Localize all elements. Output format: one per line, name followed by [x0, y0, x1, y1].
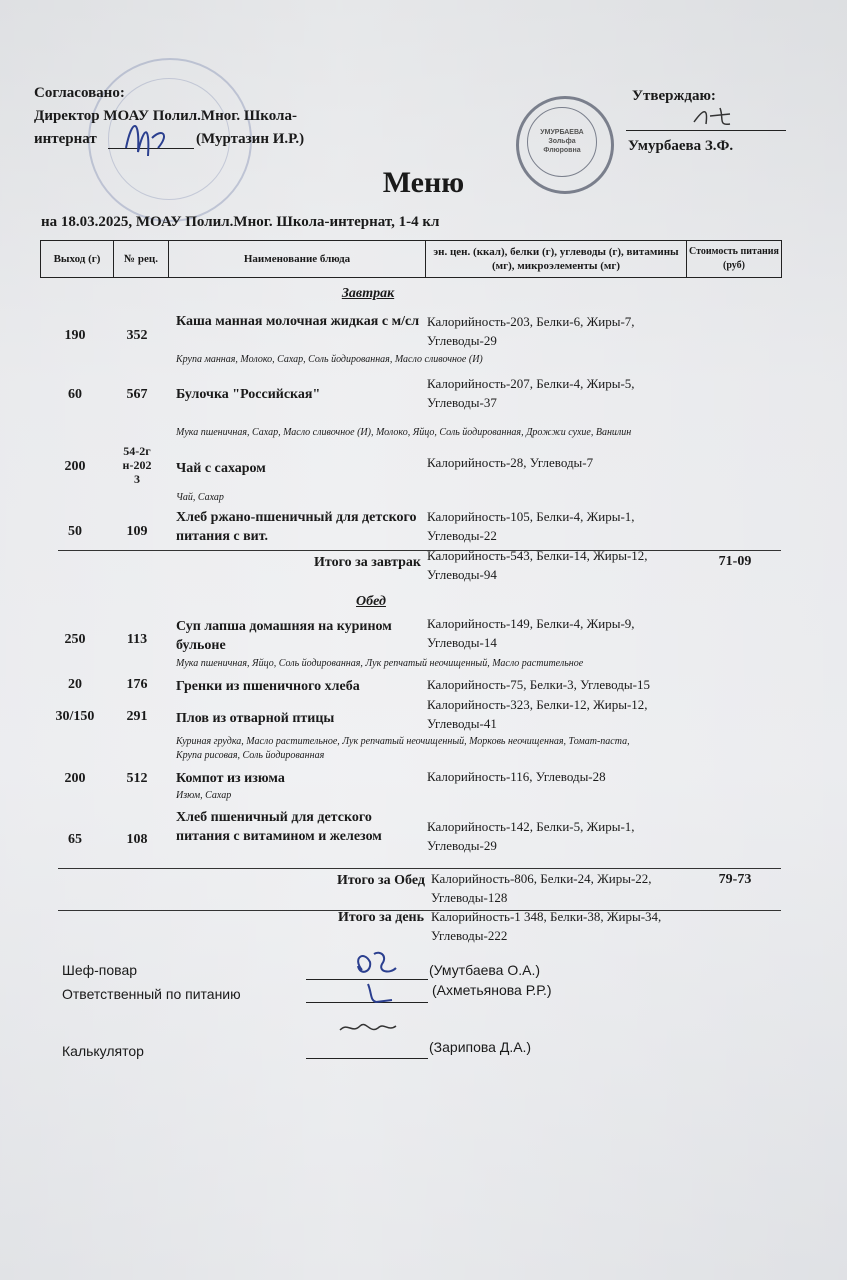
page-title: Меню: [382, 166, 465, 199]
item-nutrition: Калорийность-203, Белки-6, Жиры-7, Углеводы-29: [427, 314, 635, 348]
chef-name: (Умутбаева О.А.): [429, 962, 541, 978]
item-dish-name: Чай с сахаром: [176, 461, 266, 476]
calculator-signature-line: [306, 1058, 428, 1059]
header-nutrition: эн. цен. (ккал), белки (г), углеводы (г), витамины (мг), микроэлементы (мг): [426, 241, 687, 278]
item-output: 65: [68, 832, 82, 847]
item-recipe: 567: [126, 387, 148, 402]
item-recipe: 291: [126, 709, 148, 724]
item-ingredients: Чай, Сахар: [176, 492, 224, 503]
section-breakfast: Завтрак: [341, 286, 395, 301]
item-output: 250: [64, 632, 86, 647]
item-output: 30/150: [55, 709, 95, 724]
item-dish-name: Компот из изюма: [176, 771, 285, 786]
item-recipe: 54-2гн-2023: [122, 444, 152, 484]
stamp-line-3: Флюровна: [543, 147, 581, 154]
item-dish-name: Хлеб ржано-пшеничный для детского питания с вит.: [176, 510, 417, 544]
director-name: (Муртазин И.Р.): [196, 131, 305, 147]
item-nutrition: Калорийность-142, Белки-5, Жиры-1, Углеводы-29: [427, 819, 635, 853]
responsible-role: Ответственный по питанию: [62, 986, 241, 1002]
chef-signature-icon: [344, 948, 408, 980]
item-recipe: 108: [126, 832, 148, 847]
item-dish-name: Хлеб пшеничный для детского питания с витамином и железом: [176, 810, 382, 844]
item-dish-name: Булочка "Российская": [176, 387, 321, 402]
item-recipe: 176: [126, 677, 148, 692]
breakfast-total-label: Итого за завтрак: [314, 555, 421, 570]
item-nutrition: Калорийность-105, Белки-4, Жиры-1, Углеводы-22: [427, 509, 635, 543]
item-ingredients: Куриная грудка, Масло растительное, Лук репчатый неочищенный, Морковь неочищенная, Томат-паста, Крупа рисовая, Соль йодированная: [176, 736, 630, 761]
director-signature-icon: [118, 108, 178, 168]
approval-director-label: Директор МОАУ Полил.Мног. Школа-: [34, 108, 297, 124]
lunch-total-cost: 79-73: [718, 872, 752, 887]
day-total-nutrition: Калорийность-1 348, Белки-38, Жиры-34, Углеводы-222: [431, 909, 662, 943]
item-dish-name: Каша манная молочная жидкая с м/сл: [176, 314, 420, 329]
day-total-label: Итого за день: [338, 910, 424, 925]
item-nutrition: Калорийность-116, Углеводы-28: [427, 769, 606, 784]
calculator-name: (Зарипова Д.А.): [429, 1039, 532, 1055]
approval-school-label: интернат: [34, 131, 97, 147]
item-nutrition: Калорийность-149, Белки-4, Жиры-9, Углеводы-14: [427, 616, 635, 650]
head-signature-line: [626, 130, 786, 131]
responsible-name: (Ахметьянова Р.Р.): [432, 982, 552, 998]
item-recipe: 113: [126, 632, 148, 647]
breakfast-total-cost: 71-09: [718, 554, 752, 569]
menu-subtitle: на 18.03.2025, МОАУ Полил.Мног. Школа-интернат, 1-4 кл: [41, 214, 440, 230]
item-ingredients: Мука пшеничная, Яйцо, Соль йодированная, Лук репчатый неочищенный, Масло растительное: [176, 658, 584, 669]
stamp-line-1: УМУРБАЕВА: [540, 129, 584, 136]
item-recipe: 512: [126, 771, 148, 786]
calculator-role: Калькулятор: [62, 1043, 144, 1059]
item-output: 200: [64, 771, 86, 786]
head-signature-icon: [690, 104, 750, 130]
item-output: 20: [68, 677, 82, 692]
item-output: 200: [64, 459, 86, 474]
item-recipe: 109: [126, 524, 148, 539]
item-ingredients: Крупа манная, Молоко, Сахар, Соль йодированная, Масло сливочное (И): [176, 354, 483, 365]
item-dish-name: Гренки из пшеничного хлеба: [176, 679, 360, 694]
chef-role: Шеф-повар: [62, 962, 138, 978]
menu-table-header: [40, 240, 782, 278]
item-recipe: 352: [126, 328, 148, 343]
item-output: 50: [68, 524, 82, 539]
responsible-signature-icon: [346, 980, 410, 1006]
item-nutrition: Калорийность-28, Углеводы-7: [427, 455, 594, 470]
item-nutrition: Калорийность-207, Белки-4, Жиры-5, Углеводы-37: [427, 376, 635, 410]
item-dish-name: Плов из отварной птицы: [176, 711, 335, 726]
stamp-line-2: Зольфа: [548, 138, 576, 145]
lunch-total-label: Итого за Обед: [336, 873, 425, 888]
item-nutrition: Калорийность-75, Белки-3, Углеводы-15: [427, 677, 650, 692]
item-output: 60: [68, 387, 82, 402]
item-ingredients: Мука пшеничная, Сахар, Масло сливочное (И), Молоко, Яйцо, Соль йодированная, Дрожжи сухие, Ванилин: [176, 427, 632, 438]
header-dish-name: Наименование блюда: [169, 241, 426, 278]
header-output: Выход (г): [41, 241, 114, 278]
item-output: 190: [64, 328, 86, 343]
breakfast-total-nutrition: Калорийность-543, Белки-14, Жиры-12, Углеводы-94: [427, 548, 648, 582]
approve-label: Утверждаю:: [632, 88, 716, 104]
lunch-total-nutrition: Калорийность-806, Белки-24, Жиры-22, Углеводы-128: [431, 871, 652, 905]
header-recipe: № рец.: [114, 241, 169, 278]
item-dish-name: Суп лапша домашняя на курином бульоне: [176, 619, 392, 653]
approval-agreed-label: Согласовано:: [34, 85, 125, 101]
section-lunch: Обед: [356, 594, 386, 609]
header-cost: Стоимость питания (руб): [687, 241, 782, 278]
head-name: Умурбаева З.Ф.: [628, 138, 734, 154]
item-nutrition: Калорийность-323, Белки-12, Жиры-12, Углеводы-41: [427, 697, 648, 731]
item-ingredients: Изюм, Сахар: [176, 790, 232, 801]
calculator-signature-icon: [336, 1016, 406, 1040]
